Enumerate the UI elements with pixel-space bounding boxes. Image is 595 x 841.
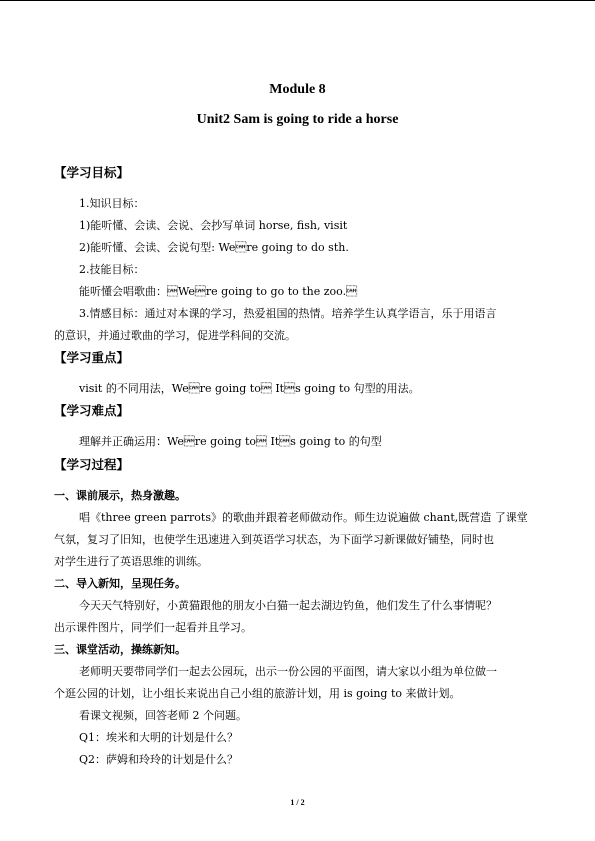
text-line: 的意识，并通过歌曲的学习，促进学科间的交流。 <box>54 329 296 342</box>
text-line: 1.知识目标： <box>79 197 145 210</box>
section-heading-difficulties: 【学习难点】 <box>54 403 130 418</box>
text-line: 3.情感目标：通过对本课的学习，热爱祖国的热情。培养学生认真学语言，乐于用语言 <box>79 307 497 320</box>
module-title: Module 8 <box>269 82 326 97</box>
section-heading-process: 【学习过程】 <box>54 457 130 472</box>
text-line: 今天天气特别好，小黄猫跟他的朋友小白猫一起去湖边钓鱼，他们发生了什么事情呢？ <box>79 599 497 612</box>
text-line: 老师明天要带同学们一起去公园玩，出示一份公园的平面图，请大家以小组为单位做一 <box>79 665 497 678</box>
text-line: 理解并正确运用：Were going to Its going to 的句型 <box>79 435 382 448</box>
subheading-warmup: 一、课前展示，热身激趣。 <box>54 489 186 502</box>
text-line: 2.技能目标： <box>79 263 145 276</box>
unit-title: Unit2 Sam is going to ride a horse <box>196 112 399 127</box>
text-line: 对学生进行了英语思维的训练。 <box>54 555 208 568</box>
text-line: Q2：萨姆和玲玲的计划是什么？ <box>79 753 239 766</box>
text-line: visit 的不同用法，Were going to Its going to 句型的用法。 <box>79 382 420 395</box>
subheading-activities: 三、课堂活动，操练新知。 <box>54 643 186 656</box>
section-heading-key-points: 【学习重点】 <box>54 350 130 365</box>
section-heading-objectives: 【学习目标】 <box>54 165 130 180</box>
text-line: 唱《three green parrots》的歌曲并跟着老师做动作。师生边说遍做 chant,既营造 了课堂 <box>79 511 528 524</box>
text-line: Q1：埃米和大明的计划是什么？ <box>79 731 239 744</box>
text-line: 看课文视频，回答老师 2 个问题。 <box>79 709 247 722</box>
text-line: 1)能听懂、会读、会说、会抄写单词 horse, fish, visit <box>79 219 348 232</box>
page-number: 1 / 2 <box>290 798 305 807</box>
text-line: 气氛，复习了旧知，也使学生迅速进入到英语学习状态，为下面学习新课做好铺垫，同时也 <box>54 533 494 546</box>
text-line: 能听懂会唱歌曲：Were going to go to the zoo. <box>79 285 358 298</box>
top-rule <box>0 0 595 1</box>
text-line: 出示课件图片，同学们一起看并且学习。 <box>54 621 252 634</box>
text-line: 个逛公园的计划，让小组长来说出自己小组的旅游计划，用 is going to 来做计划。 <box>54 687 461 700</box>
subheading-introduce: 二、导入新知，呈现任务。 <box>54 577 186 590</box>
text-line: 2)能听懂、会读、会说句型: Were going to do sth. <box>79 241 349 254</box>
